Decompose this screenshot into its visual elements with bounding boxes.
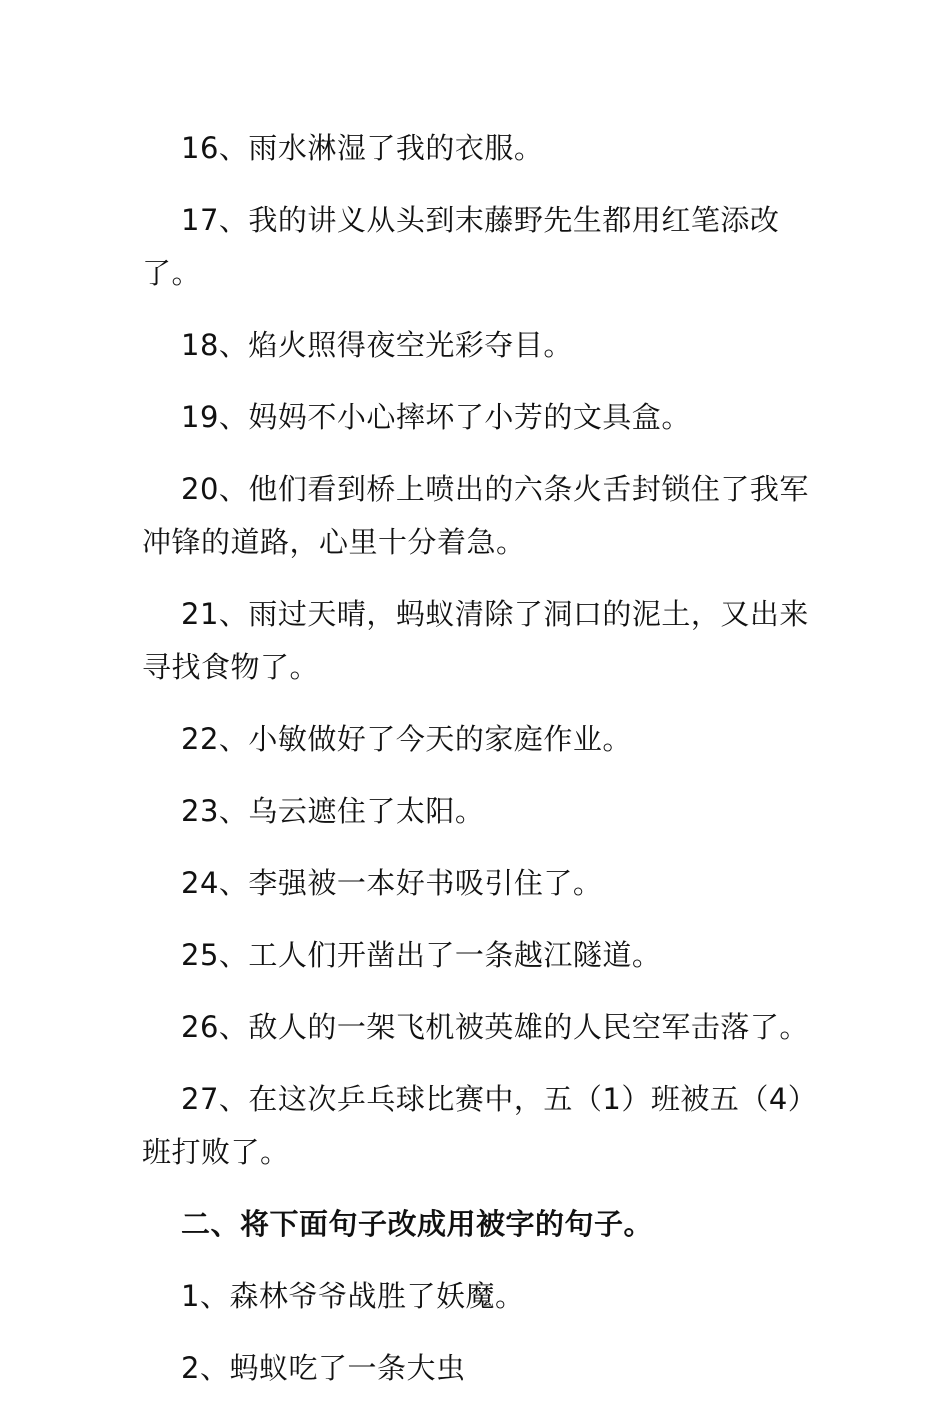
section-sentence-1: 1、森林爷爷战胜了妖魔。 [181, 1279, 525, 1313]
sentence-22: 22、小敏做好了今天的家庭作业。 [181, 722, 632, 756]
sentence-21: 21、雨过天晴，蚂蚁清除了洞口的泥土，又出来寻找食物了。 [142, 597, 809, 684]
section-heading: 二、将下面句子改成用被字的句子。 [181, 1207, 654, 1241]
sentence-23: 23、乌云遮住了太阳。 [181, 794, 485, 828]
sentence-25: 25、工人们开凿出了一条越江隧道。 [181, 938, 662, 972]
sentence-16: 16、雨水淋湿了我的衣服。 [181, 131, 544, 165]
sentence-17: 17、我的讲义从头到末藤野先生都用红笔添改了。 [142, 203, 780, 290]
document-body [142, 122, 812, 1414]
sentence-27: 27、在这次乒乓球比赛中，五（1）班被五（4）班打败了。 [142, 1082, 803, 1169]
section-sentence-2: 2、蚂蚁吃了一条大虫 [181, 1351, 466, 1385]
sentence-26: 26、敌人的一架飞机被英雄的人民空军击落了。 [181, 1010, 809, 1044]
sentence-24: 24、李强被一本好书吸引住了。 [181, 866, 603, 900]
sentence-19: 19、妈妈不小心摔坏了小芳的文具盒。 [181, 400, 691, 434]
sentence-20: 20、他们看到桥上喷出的六条火舌封锁住了我军冲锋的道路，心里十分着急。 [142, 472, 809, 559]
sentence-18: 18、焰火照得夜空光彩夺目。 [181, 328, 573, 362]
